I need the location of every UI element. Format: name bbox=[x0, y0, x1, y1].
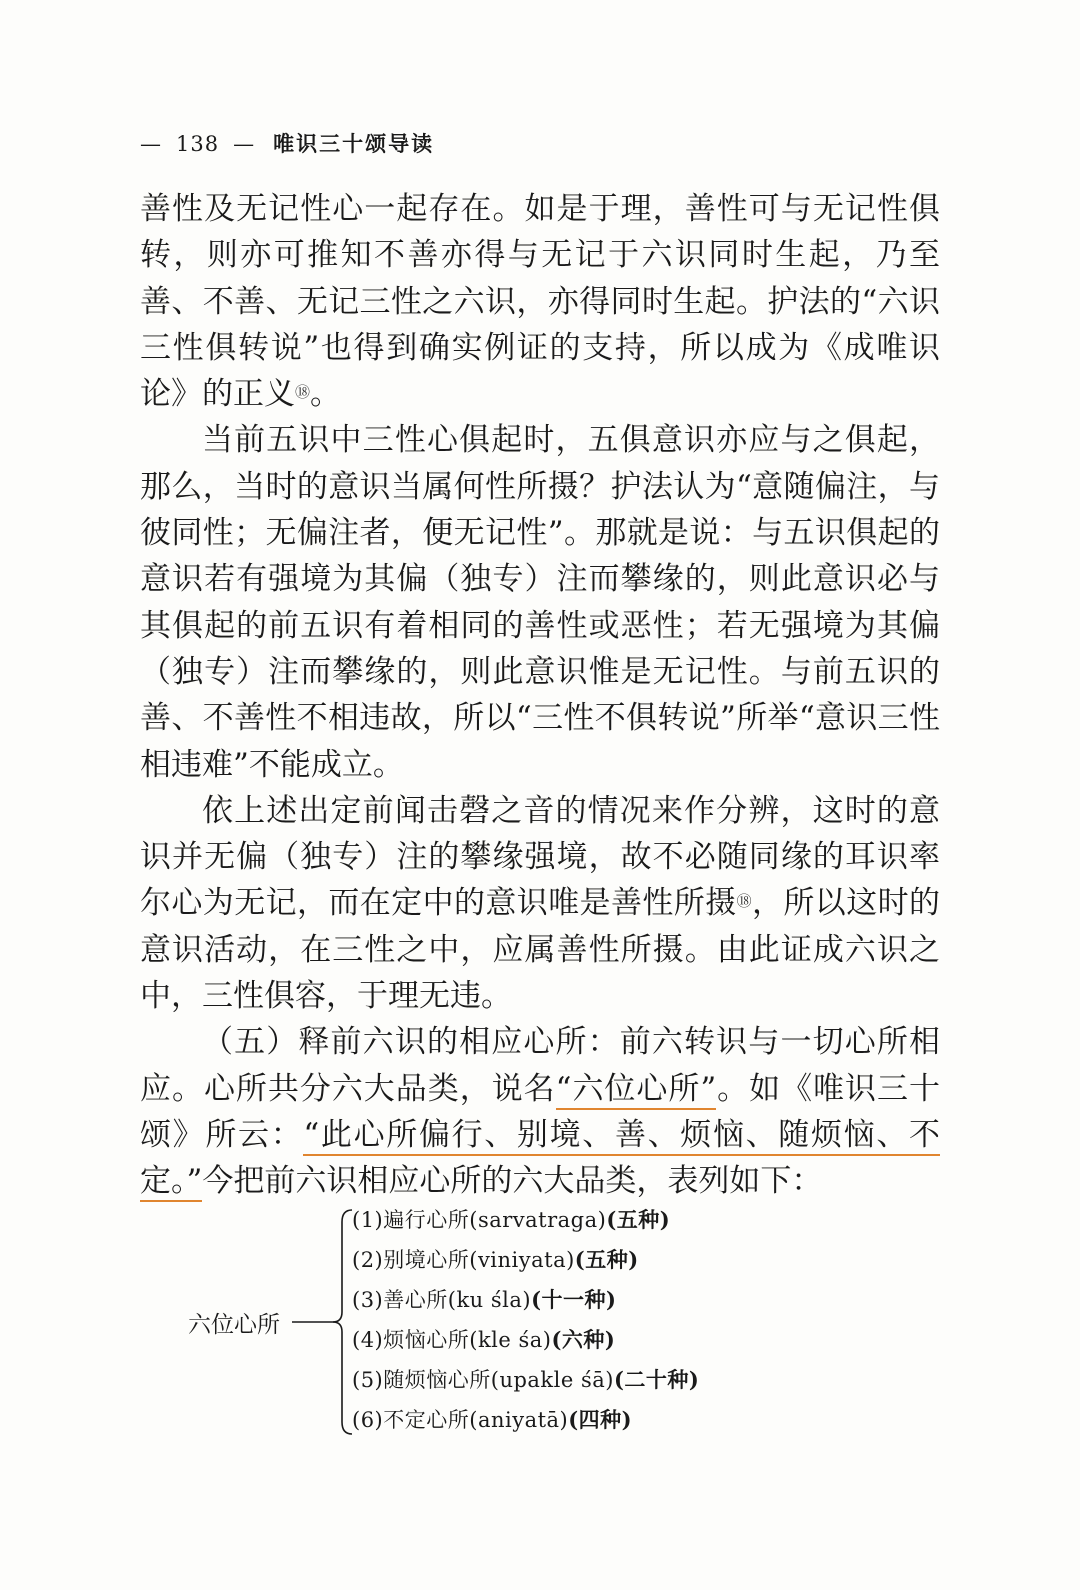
body-text bbox=[140, 186, 940, 1205]
footnote-marker[interactable]: ⑱ bbox=[736, 892, 752, 911]
paragraph-4: （五）释前六识的相应心所：前六转识与一切心所相应。心所共分六大品类，说名“六位心所”。如《唯识三十颂》所云：“此心所偏行、别境、善、烦恼、随烦恼、不定。”今把前六识相应心所的六大品类，表列如下： bbox=[140, 1019, 940, 1204]
paragraph-3: 依上述出定前闻击磬之音的情况来作分辨，这时的意识并无偏（独专）注的攀缘强境，故不必随同缘的耳识率尔心为无记，而在定中的意识唯是善性所摄⑱，所以这时的意识活动，在三性之中，应属善性所摄。由此证成六识之中，三性俱容，于理无违。 bbox=[140, 792, 940, 1015]
paragraph-1: 善性及无记性心一起存在。如是于理，善性可与无记性俱转，则亦可推知不善亦得与无记于六识同时生起，乃至善、不善、无记三性之六识，亦得同时生起。护法的“六识三性俱转说”也得到确实例证的支持，所以成为《成唯识论》的正义⑱。 bbox=[140, 191, 940, 413]
classification-diagram bbox=[180, 1204, 900, 1444]
book-title: 唯识三十颂导读 bbox=[273, 131, 435, 156]
header-dash-right: — bbox=[233, 132, 256, 156]
highlight-six-categories: “六位心所” bbox=[556, 1071, 717, 1110]
header-dash-left: — bbox=[140, 132, 162, 156]
page-number: 138 bbox=[176, 132, 220, 156]
running-header bbox=[140, 128, 434, 158]
diagram-item: (3)善心所(ku śla)(十一种) bbox=[352, 1287, 617, 1312]
paragraph-2: 当前五识中三性心俱起时，五俱意识亦应与之俱起，那么，当时的意识当属何性所摄？护法认为“意随偏注，与彼同性；无偏注者，便无记性”。那就是说：与五识俱起的意识若有强境为其偏（独专）注而攀缘的，则此意识必与其俱起的前五识有着相同的善性或恶性；若无强境为其偏（独专）注而攀缘的，则此意识惟是无记性。与前五识的善、不善性不相违故，所以“三性不俱转说”所举“意识三性相违难”不能成立。 bbox=[140, 422, 940, 783]
footnote-marker[interactable]: ⑱ bbox=[295, 383, 311, 402]
diagram-item: (1)遍行心所(sarvatraga)(五种) bbox=[352, 1207, 671, 1232]
diagram-item: (6)不定心所(aniyatā)(四种) bbox=[352, 1407, 633, 1432]
diagram-item: (5)随烦恼心所(upakle śā)(二十种) bbox=[352, 1367, 700, 1392]
diagram-item: (4)烦恼心所(kle śa)(六种) bbox=[352, 1327, 616, 1352]
highlight-quote: “此心所偏行、别境、善、烦恼、随烦恼、不定。” bbox=[140, 1117, 940, 1202]
diagram-item: (2)别境心所(viniyata)(五种) bbox=[352, 1247, 639, 1272]
diagram-root-label: 六位心所 bbox=[188, 1312, 280, 1338]
